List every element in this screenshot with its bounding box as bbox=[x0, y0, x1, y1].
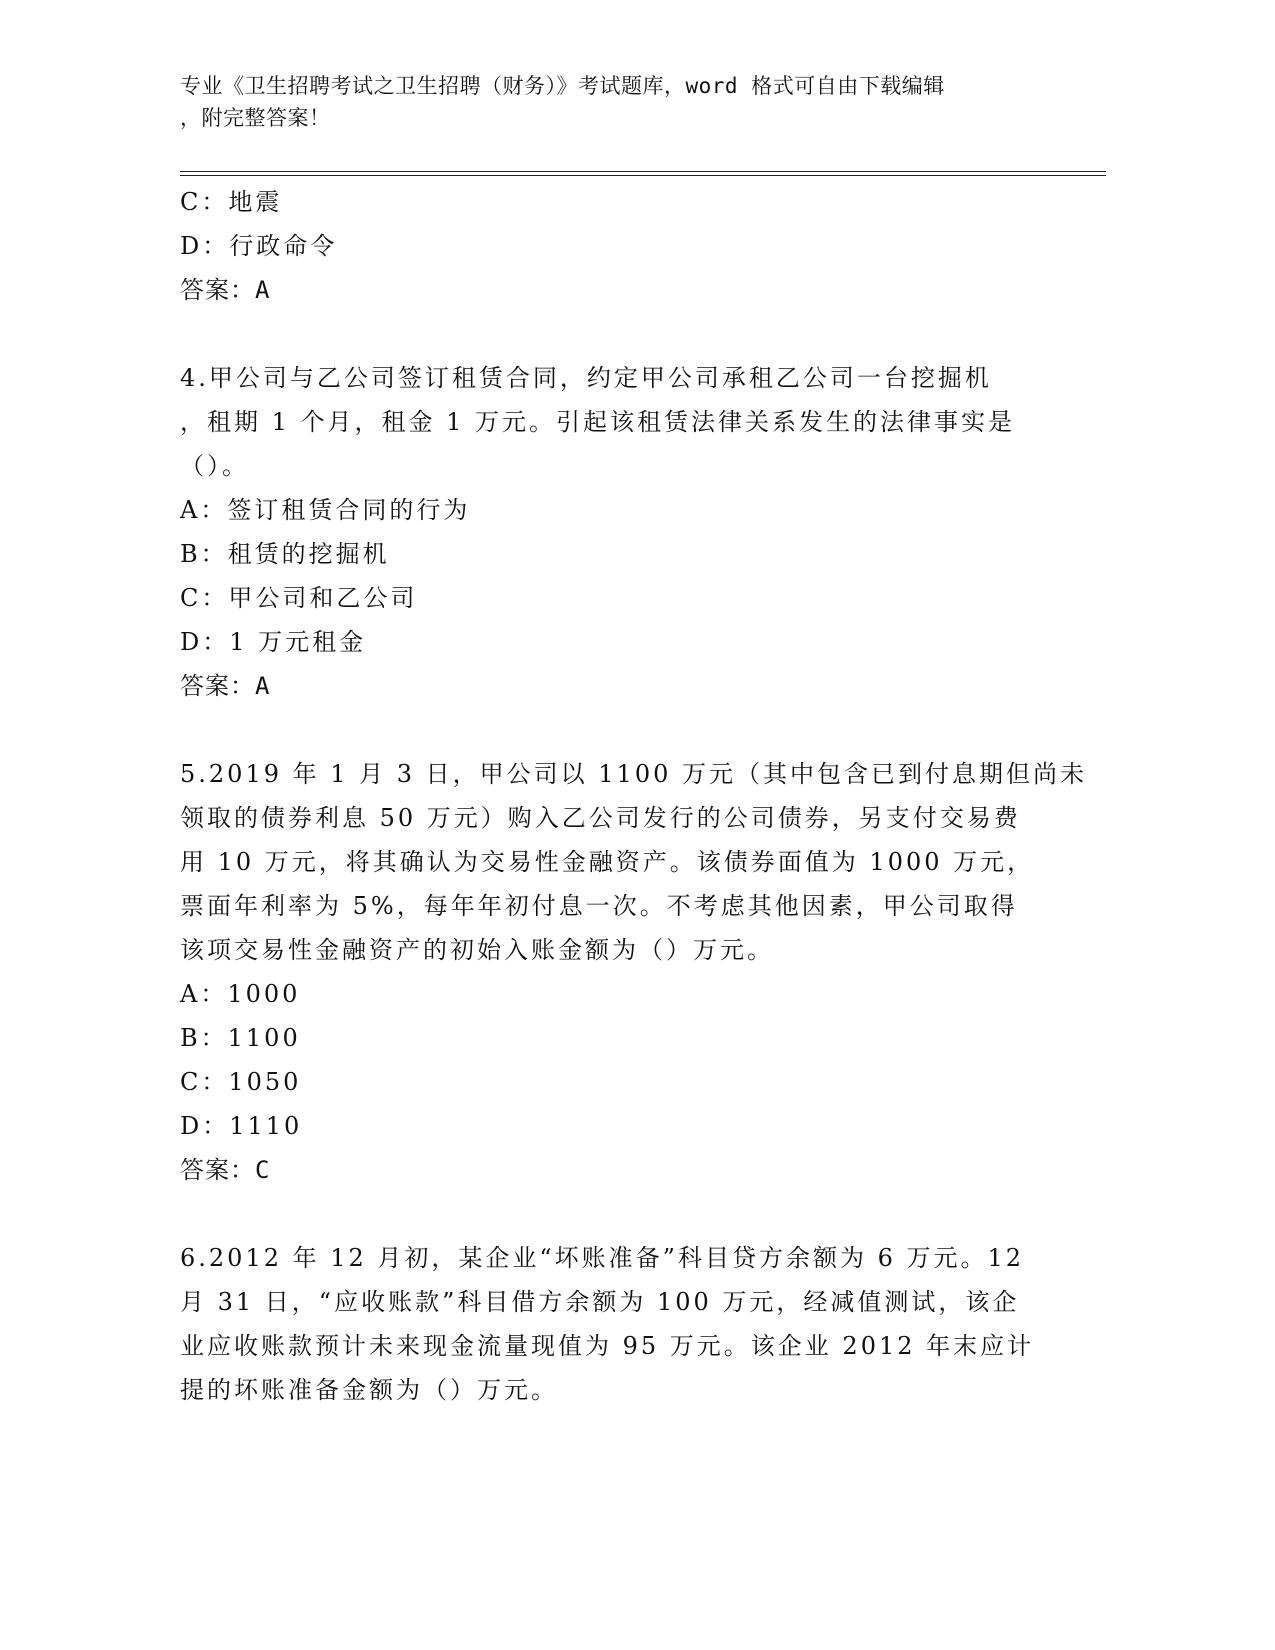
option-a: A：签订租赁合同的行为 bbox=[180, 496, 471, 524]
question-3-tail bbox=[180, 180, 1040, 312]
question-text-line: 领取的债券利息 50 万元）购入乙公司发行的公司债券，另支付交易费 bbox=[180, 804, 1021, 832]
option-a: A：1000 bbox=[180, 980, 301, 1008]
answer-line: 答案：A bbox=[180, 276, 271, 304]
question-text-line: 用 10 万元，将其确认为交易性金融资产。该债券面值为 1000 万元， bbox=[180, 848, 1035, 876]
question-text-line: 该项交易性金融资产的初始入账金额为（）万元。 bbox=[180, 936, 774, 964]
page-header bbox=[180, 70, 1040, 134]
option-b: B：1100 bbox=[180, 1024, 301, 1052]
question-text-line: 5.2019 年 1 月 3 日，甲公司以 1100 万元（其中包含已到付息期但尚未 bbox=[180, 760, 1087, 788]
answer-line: 答案：C bbox=[180, 1156, 271, 1184]
question-text-line: 业应收账款预计未来现金流量现值为 95 万元。该企业 2012 年末应计 bbox=[180, 1332, 1035, 1360]
answer-line: 答案：A bbox=[180, 672, 271, 700]
option-c: C：地震 bbox=[180, 188, 283, 216]
question-text-line: （）。 bbox=[180, 452, 249, 480]
spacer bbox=[180, 708, 1040, 752]
option-d: D：1 万元租金 bbox=[180, 628, 367, 656]
option-c: C：甲公司和乙公司 bbox=[180, 584, 418, 612]
header-line-2: ，附完整答案！ bbox=[180, 106, 331, 130]
option-d: D：1110 bbox=[180, 1112, 303, 1140]
spacer bbox=[180, 312, 1040, 356]
header-line-1: 专业《卫生招聘考试之卫生招聘（财务）》考试题库，word 格式可自由下载编辑 bbox=[180, 74, 945, 98]
question-5 bbox=[180, 752, 1087, 1192]
spacer bbox=[180, 1192, 1040, 1236]
document-body bbox=[180, 180, 1087, 1412]
header-divider bbox=[180, 171, 1106, 176]
question-6 bbox=[180, 1236, 1040, 1412]
question-text-line: 6.2012 年 12 月初，某企业“坏账准备”科目贷方余额为 6 万元。12 bbox=[180, 1244, 1025, 1272]
option-b: B：租赁的挖掘机 bbox=[180, 540, 390, 568]
question-text-line: ，租期 1 个月，租金 1 万元。引起该租赁法律关系发生的法律事实是 bbox=[180, 408, 1016, 436]
question-text-line: 票面年利率为 5%，每年年初付息一次。不考虑其他因素，甲公司取得 bbox=[180, 892, 1018, 920]
option-c: C：1050 bbox=[180, 1068, 302, 1096]
question-text-line: 月 31 日，“应收账款”科目借方余额为 100 万元，经减值测试，该企 bbox=[180, 1288, 1020, 1316]
option-d: D：行政命令 bbox=[180, 232, 338, 260]
question-text-line: 提的坏账准备金额为（）万元。 bbox=[180, 1376, 558, 1404]
question-text-line: 4.甲公司与乙公司签订租赁合同，约定甲公司承租乙公司一台挖掘机 bbox=[180, 364, 992, 392]
question-4 bbox=[180, 356, 1040, 708]
